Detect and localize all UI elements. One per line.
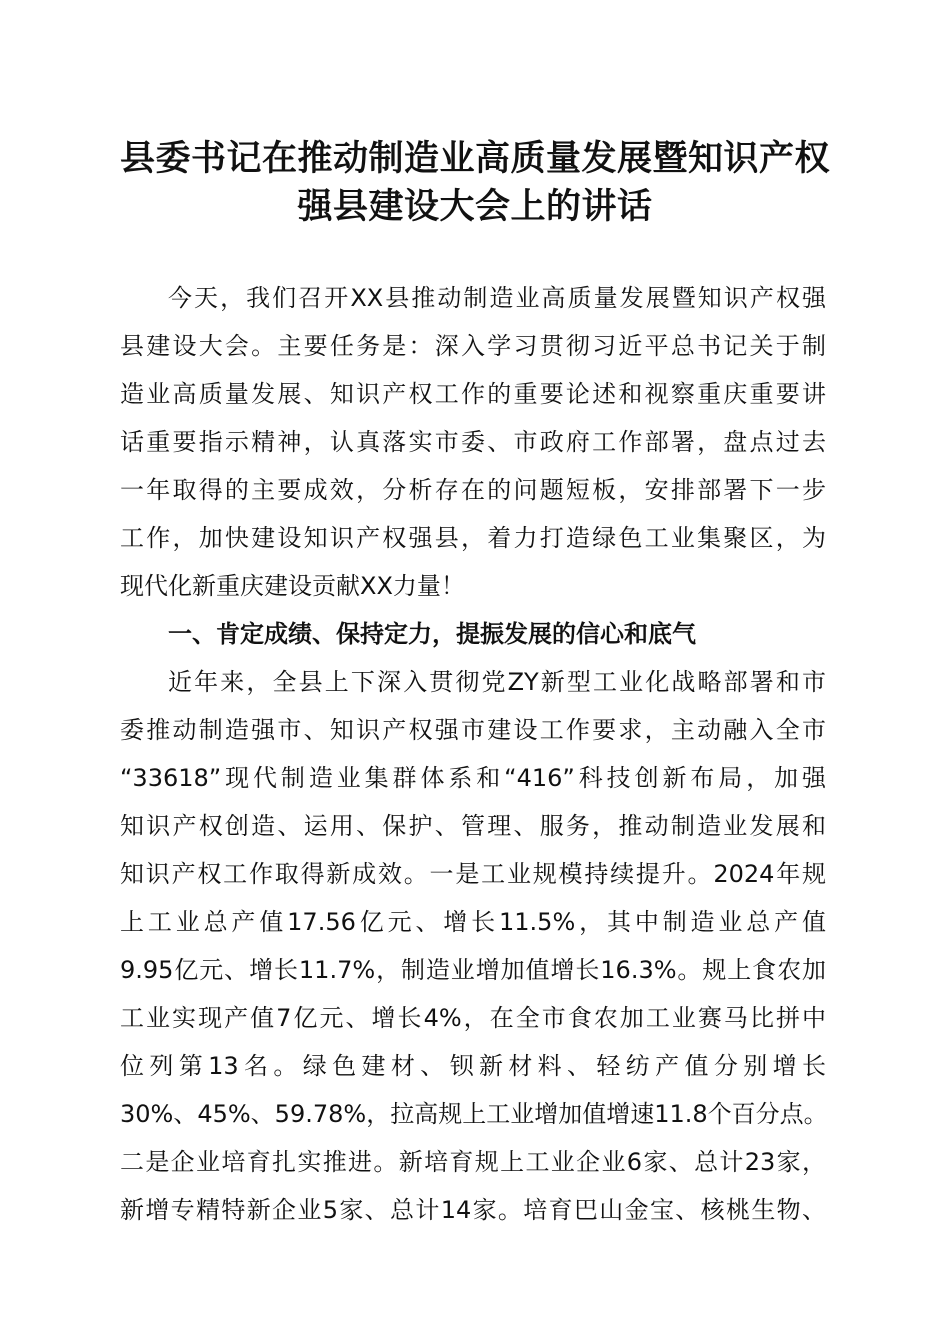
section-paragraph-line-12: 新增专精特新企业5家、总计14家。培育巴山金宝、核桃生物、 <box>120 1196 826 1224</box>
section-paragraph-line-10: 30%、45%、59.78%，拉高规上工业增加值增速11.8个百分点。 <box>120 1100 828 1128</box>
intro-paragraph-line-1: 今天，我们召开XX县推动制造业高质量发展暨知识产权强 <box>168 284 826 312</box>
intro-paragraph-line-5: 一年取得的主要成效，分析存在的问题短板，安排部署下一步 <box>120 476 826 504</box>
section-paragraph-line-9: 位列第13名。绿色建材、钡新材料、轻纺产值分别增长 <box>120 1052 826 1080</box>
section-paragraph-line-2: 委推动制造强市、知识产权强市建设工作要求，主动融入全市 <box>120 716 826 744</box>
section-paragraph-line-4: 知识产权创造、运用、保护、管理、服务，推动制造业发展和 <box>120 812 826 840</box>
document-title-line-1: 县委书记在推动制造业高质量发展暨知识产权 <box>119 138 830 179</box>
section-paragraph-line-7: 9.95亿元、增长11.7%，制造业增加值增长16.3%。规上食农加 <box>120 956 826 984</box>
intro-paragraph-line-7: 现代化新重庆建设贡献XX力量！ <box>120 572 465 600</box>
section-paragraph-line-11: 二是企业培育扎实推进。新培育规上工业企业6家、总计23家， <box>120 1148 826 1176</box>
section-paragraph-line-3: “33618”现代制造业集群体系和“416”科技创新布局，加强 <box>120 764 826 792</box>
section-heading-1: 一、肯定成绩、保持定力，提振发展的信心和底气 <box>168 620 696 648</box>
section-paragraph-line-6: 上工业总产值17.56亿元、增长11.5%，其中制造业总产值 <box>120 908 826 936</box>
intro-paragraph-line-2: 县建设大会。主要任务是：深入学习贯彻习近平总书记关于制 <box>120 332 826 360</box>
section-paragraph-line-5: 知识产权工作取得新成效。一是工业规模持续提升。2024年规 <box>120 860 826 888</box>
section-paragraph-line-1: 近年来，全县上下深入贯彻党ZY新型工业化战略部署和市 <box>168 668 826 696</box>
intro-paragraph-line-4: 话重要指示精神，认真落实市委、市政府工作部署，盘点过去 <box>120 428 826 456</box>
intro-paragraph-line-3: 造业高质量发展、知识产权工作的重要论述和视察重庆重要讲 <box>120 380 826 408</box>
document-title-line-2: 强县建设大会上的讲话 <box>297 186 653 227</box>
section-paragraph-line-8: 工业实现产值7亿元、增长4%，在全市食农加工业赛马比拼中 <box>120 1004 826 1032</box>
intro-paragraph-line-6: 工作，加快建设知识产权强县，着力打造绿色工业集聚区，为 <box>120 524 826 552</box>
